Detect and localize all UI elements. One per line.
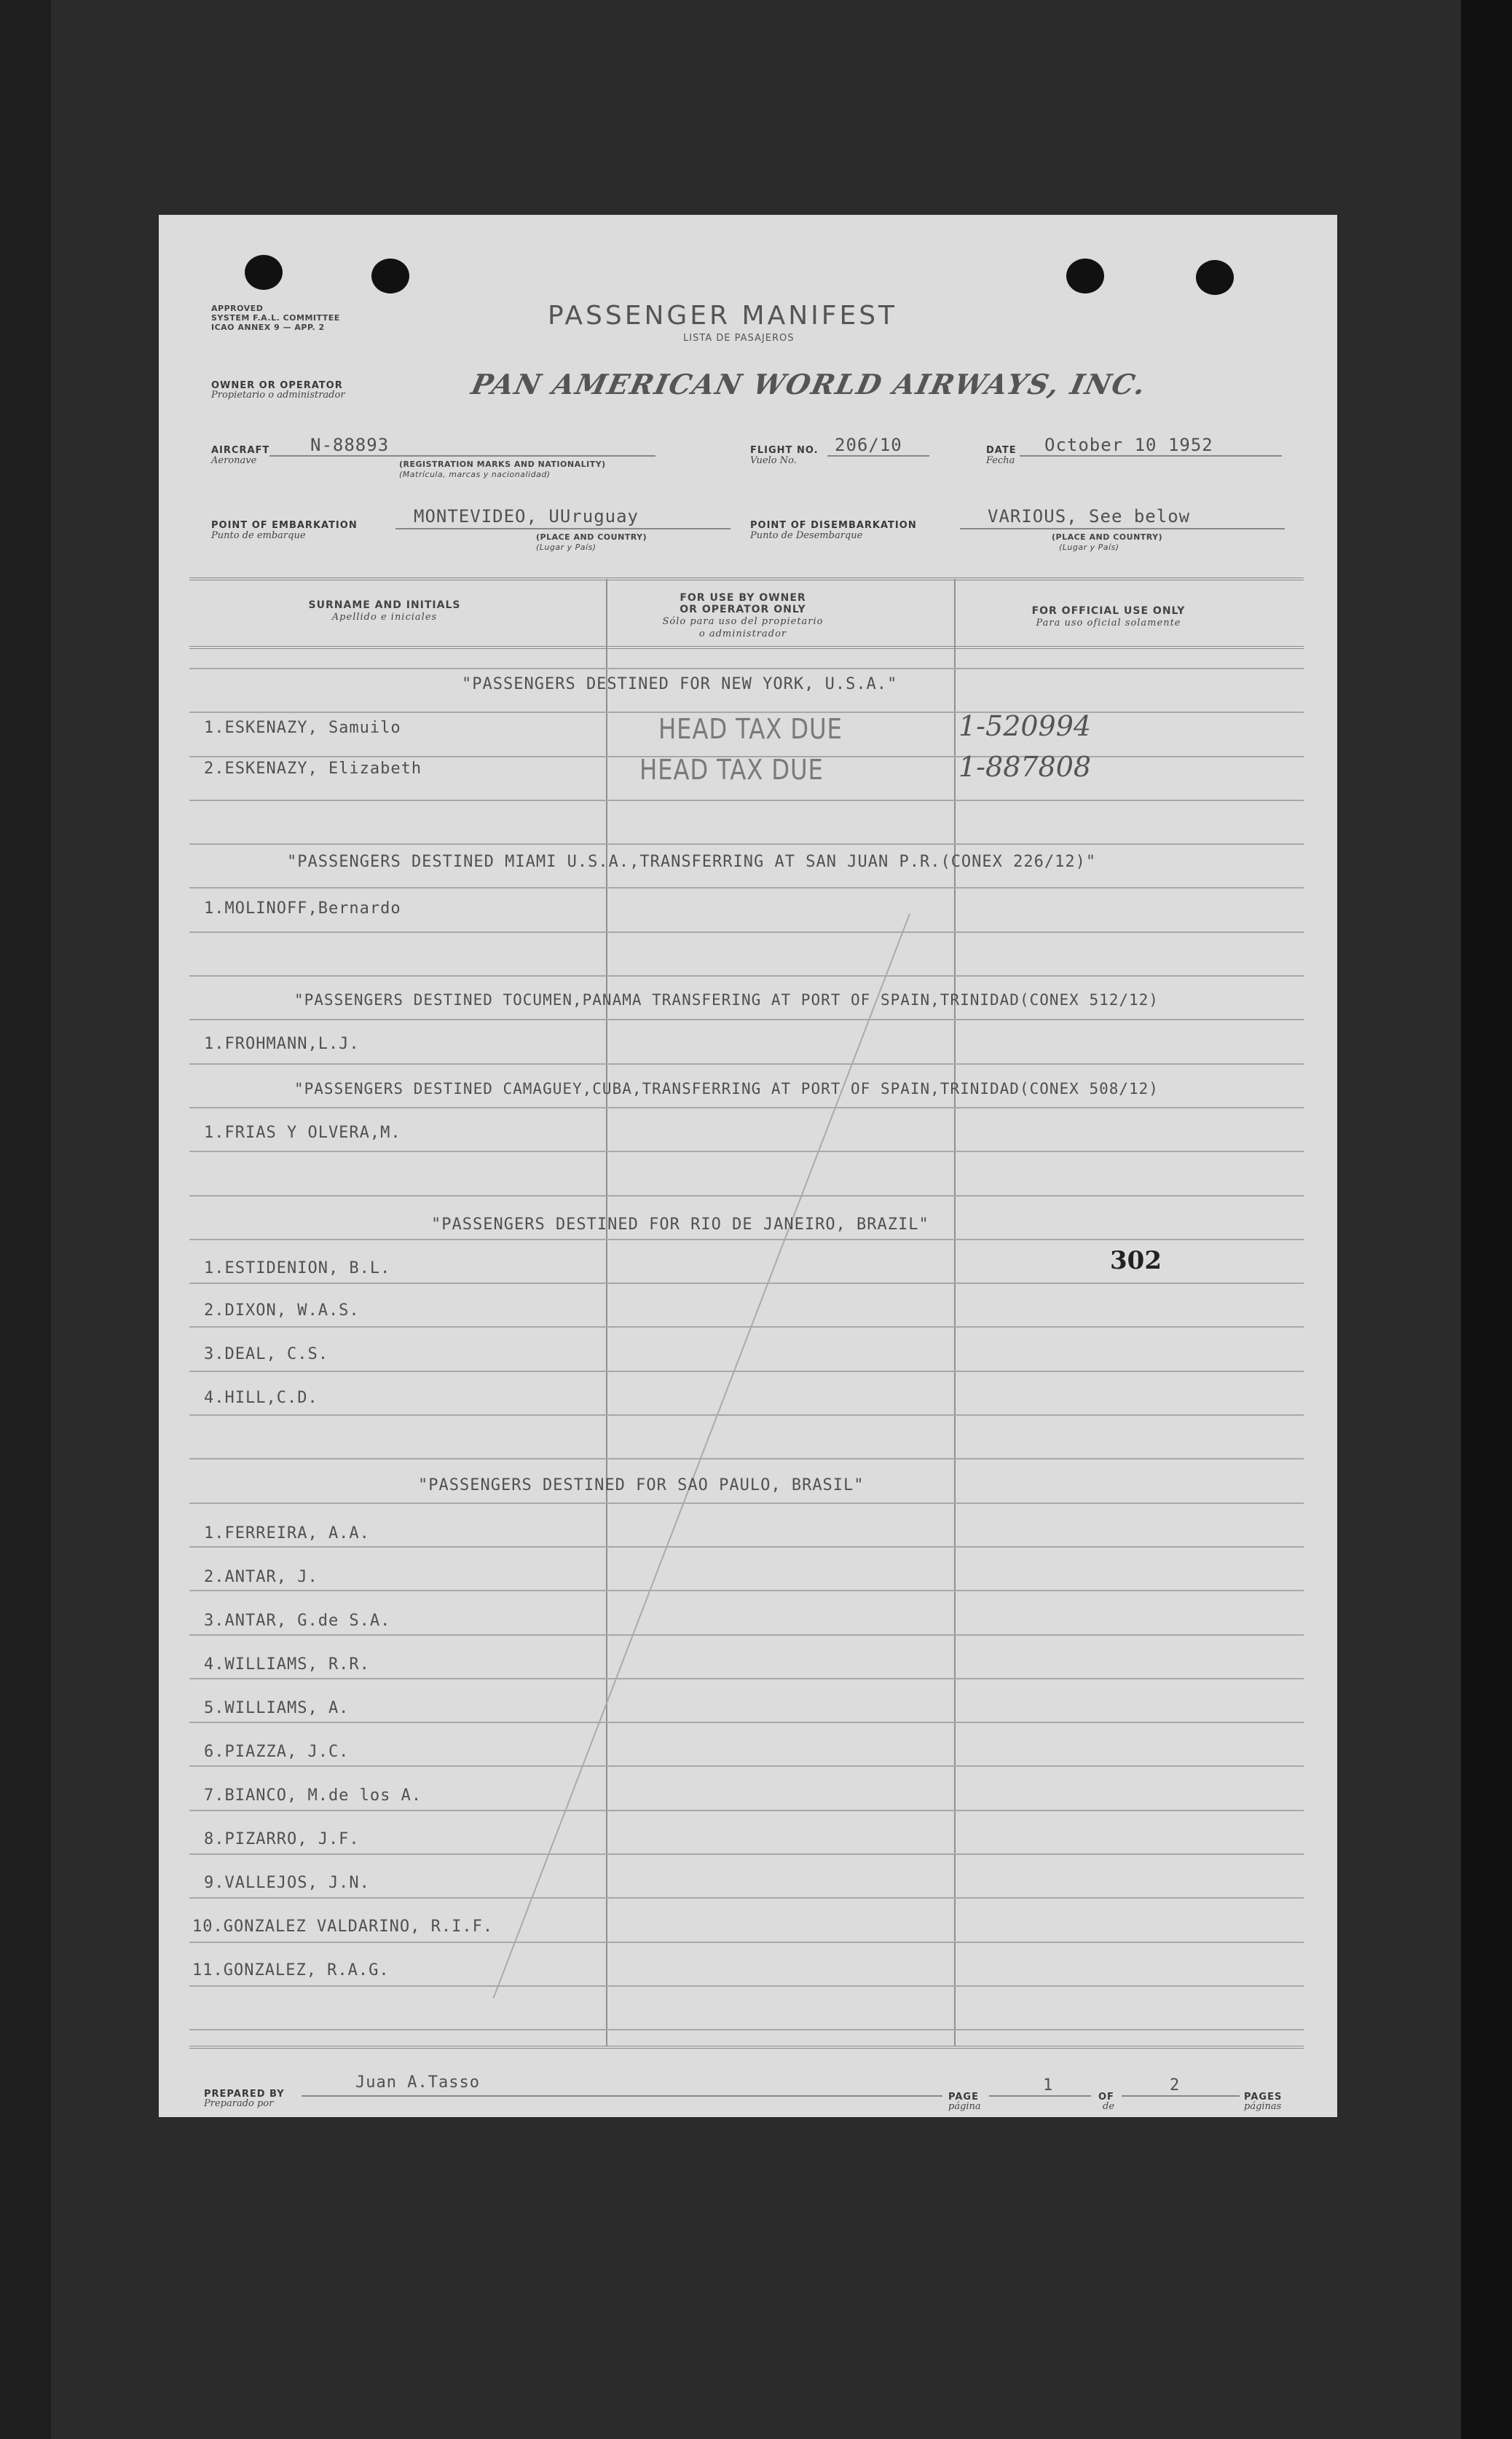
table-row-rule [189, 887, 1304, 888]
page-number-value: 1 [1043, 2076, 1054, 2095]
prepared-by-value: Juan A.Tasso [355, 2073, 480, 2092]
table-row-rule [189, 1722, 1304, 1723]
section-heading-miami: "PASSENGERS DESTINED MIAMI U.S.A.,TRANSFERRING AT SAN JUAN P.R.(CONEX 226/12)" [287, 853, 1097, 871]
registration-note-es: (Matrícula, marcas y nacionalidad) [399, 470, 551, 479]
disembarkation-value: VARIOUS, See below [988, 506, 1191, 527]
prepared-by-label-es: Preparado por [204, 2098, 274, 2109]
table-row-rule [189, 1985, 1304, 1987]
pencil-mark [493, 913, 910, 1998]
flight-label-es: Vuelo No. [750, 455, 797, 466]
passenger-row: 2.ANTAR, J. [204, 1568, 318, 1586]
passenger-row: 3.ANTAR, G.de S.A. [204, 1612, 391, 1630]
pages-label-es: páginas [1244, 2101, 1282, 2112]
table-row-rule [189, 668, 1304, 669]
passenger-row: 11.GONZALEZ, R.A.G. [192, 1961, 390, 1979]
table-row-rule [189, 1239, 1304, 1240]
flight-label: FLIGHT NO. [750, 445, 819, 456]
table-row-rule [189, 1590, 1304, 1591]
table-bottom-rule [189, 2046, 1304, 2049]
embarkation-value: MONTEVIDEO, UUruguay [414, 506, 639, 527]
approval-note: APPROVED SYSTEM F.A.L. COMMITTEE ICAO ANNEX 9 — APP. 2 [211, 304, 340, 332]
disembark-place-note-es: (Lugar y País) [1059, 543, 1119, 552]
passenger-row: 3.DEAL, C.S. [204, 1345, 328, 1363]
table-row-rule [189, 1063, 1304, 1065]
punch-hole [1196, 260, 1234, 295]
section-heading-sao-paulo: "PASSENGERS DESTINED FOR SAO PAULO, BRASIL" [418, 1476, 865, 1494]
table-row-rule [189, 1634, 1304, 1636]
passenger-row: 1.FRIAS Y OLVERA,M. [204, 1124, 401, 1142]
passenger-row: 1.MOLINOFF,Bernardo [204, 899, 401, 918]
scan-border-left [0, 0, 51, 2439]
passenger-row: 4.HILL,C.D. [204, 1389, 318, 1407]
page-subtitle: LISTA DE PASAJEROS [683, 333, 795, 344]
scan-border-right [1461, 0, 1512, 2439]
disembarkation-label: POINT OF DISEMBARKATION [750, 520, 917, 531]
registration-note: (REGISTRATION MARKS AND NATIONALITY) [399, 460, 606, 469]
passenger-row: 2.DIXON, W.A.S. [204, 1301, 360, 1320]
passenger-row: 8.PIZARRO, J.F. [204, 1830, 360, 1848]
of-label-es: de [1103, 2101, 1115, 2112]
table-row-rule [189, 1326, 1304, 1328]
table-row-rule [189, 800, 1304, 801]
embarkation-label-es: Punto de embarque [211, 530, 306, 541]
of-label: OF [1098, 2092, 1114, 2103]
manifest-sheet [159, 215, 1337, 2117]
section-heading-cuba: "PASSENGERS DESTINED CAMAGUEY,CUBA,TRANSFERRING AT PORT OF SPAIN,TRINIDAD(CONEX 508/12) [294, 1080, 1159, 1098]
table-row-rule [189, 1195, 1304, 1197]
disembark-place-note: (PLACE AND COUNTRY) [1052, 532, 1163, 542]
disembarkation-label-es: Punto de Desembarque [750, 530, 863, 541]
table-header-rule [189, 646, 1304, 649]
table-row-rule [189, 1107, 1304, 1108]
column-owner-use: FOR USE BY OWNER OR OPERATOR ONLY Sólo para uso del propietario o administrador [662, 592, 824, 639]
table-row-rule [189, 1371, 1304, 1372]
table-row-rule [189, 1019, 1304, 1020]
passenger-row: 5.WILLIAMS, A. [204, 1699, 350, 1717]
table-row-rule [189, 1765, 1304, 1767]
table-row-rule [189, 1942, 1304, 1943]
table-top-rule [189, 578, 1304, 580]
aircraft-label-es: Aeronave [211, 455, 257, 466]
passenger-row: 1.ESTIDENION, B.L. [204, 1259, 391, 1277]
table-row-rule [189, 1810, 1304, 1811]
table-row-rule [189, 2029, 1304, 2030]
table-row-rule [189, 1282, 1304, 1284]
passenger-row: 1.FROHMANN,L.J. [204, 1035, 360, 1053]
punch-hole [245, 255, 283, 290]
passenger-row: 1.FERREIRA, A.A. [204, 1524, 370, 1542]
date-value: October 10 1952 [1044, 435, 1213, 455]
table-row-rule [189, 843, 1304, 845]
owner-label-es: Propietario o administrador [211, 390, 345, 401]
embark-place-note-es: (Lugar y País) [536, 543, 596, 552]
section-heading-panama: "PASSENGERS DESTINED TOCUMEN,PANAMA TRANSFERING AT PORT OF SPAIN,TRINIDAD(CONEX 512/12) [294, 991, 1159, 1009]
table-row-rule [189, 1853, 1304, 1855]
date-label: DATE [986, 445, 1017, 456]
passenger-row: 1.ESKENAZY, Samuilo [204, 719, 401, 737]
aircraft-value: N-88893 [310, 435, 390, 455]
punch-hole [371, 259, 409, 293]
table-row-rule [189, 1151, 1304, 1152]
head-tax-stamp: HEAD TAX DUE [658, 713, 843, 745]
date-label-es: Fecha [986, 455, 1015, 466]
table-row-rule [189, 1678, 1304, 1679]
passenger-row: 9.VALLEJOS, J.N. [204, 1874, 370, 1892]
page-label: PAGE [948, 2092, 979, 2103]
section-heading-new-york: "PASSENGERS DESTINED FOR NEW YORK, U.S.A." [462, 675, 898, 693]
column-official-use: FOR OFFICIAL USE ONLY Para uso oficial solamente [1031, 605, 1186, 629]
page-title: PASSENGER MANIFEST [548, 301, 898, 331]
passenger-row: 4.WILLIAMS, R.R. [204, 1655, 370, 1674]
total-pages-value: 2 [1170, 2076, 1181, 2095]
prepared-by-label: PREPARED BY [204, 2089, 285, 2100]
punch-hole [1066, 259, 1104, 293]
pages-label: PAGES [1244, 2092, 1283, 2103]
table-row-rule [189, 1546, 1304, 1548]
passenger-row: 7.BIANCO, M.de los A. [204, 1786, 422, 1805]
official-handwritten-note: 1-520994 [958, 710, 1092, 742]
column-surname: SURNAME AND INITIALS Apellido e iniciales [308, 599, 461, 623]
page-stamp-number: 302 [1110, 1246, 1162, 1275]
passenger-row: 2.ESKENAZY, Elizabeth [204, 760, 422, 778]
embarkation-label: POINT OF EMBARKATION [211, 520, 358, 531]
embark-place-note: (PLACE AND COUNTRY) [536, 532, 647, 542]
head-tax-stamp: HEAD TAX DUE [639, 754, 824, 786]
section-heading-rio: "PASSENGERS DESTINED FOR RIO DE JANEIRO, BRAZIL" [431, 1215, 929, 1234]
flight-number-value: 206/10 [835, 435, 902, 455]
table-row-rule [189, 1897, 1304, 1899]
table-row-rule [189, 975, 1304, 977]
table-row-rule [189, 931, 1304, 933]
passenger-row: 10.GONZALEZ VALDARINO, R.I.F. [192, 1918, 494, 1936]
table-row-rule [189, 1458, 1304, 1459]
owner-label: OWNER OR OPERATOR [211, 380, 343, 391]
table-row-rule [189, 1414, 1304, 1416]
aircraft-label: AIRCRAFT [211, 445, 270, 456]
page-label-es: página [948, 2101, 981, 2112]
official-handwritten-note: 1-887808 [958, 751, 1092, 783]
operator-name: PAN AMERICAN WORLD AIRWAYS, INC. [468, 368, 1150, 401]
table-row-rule [189, 1502, 1304, 1504]
passenger-row: 6.PIAZZA, J.C. [204, 1743, 350, 1761]
